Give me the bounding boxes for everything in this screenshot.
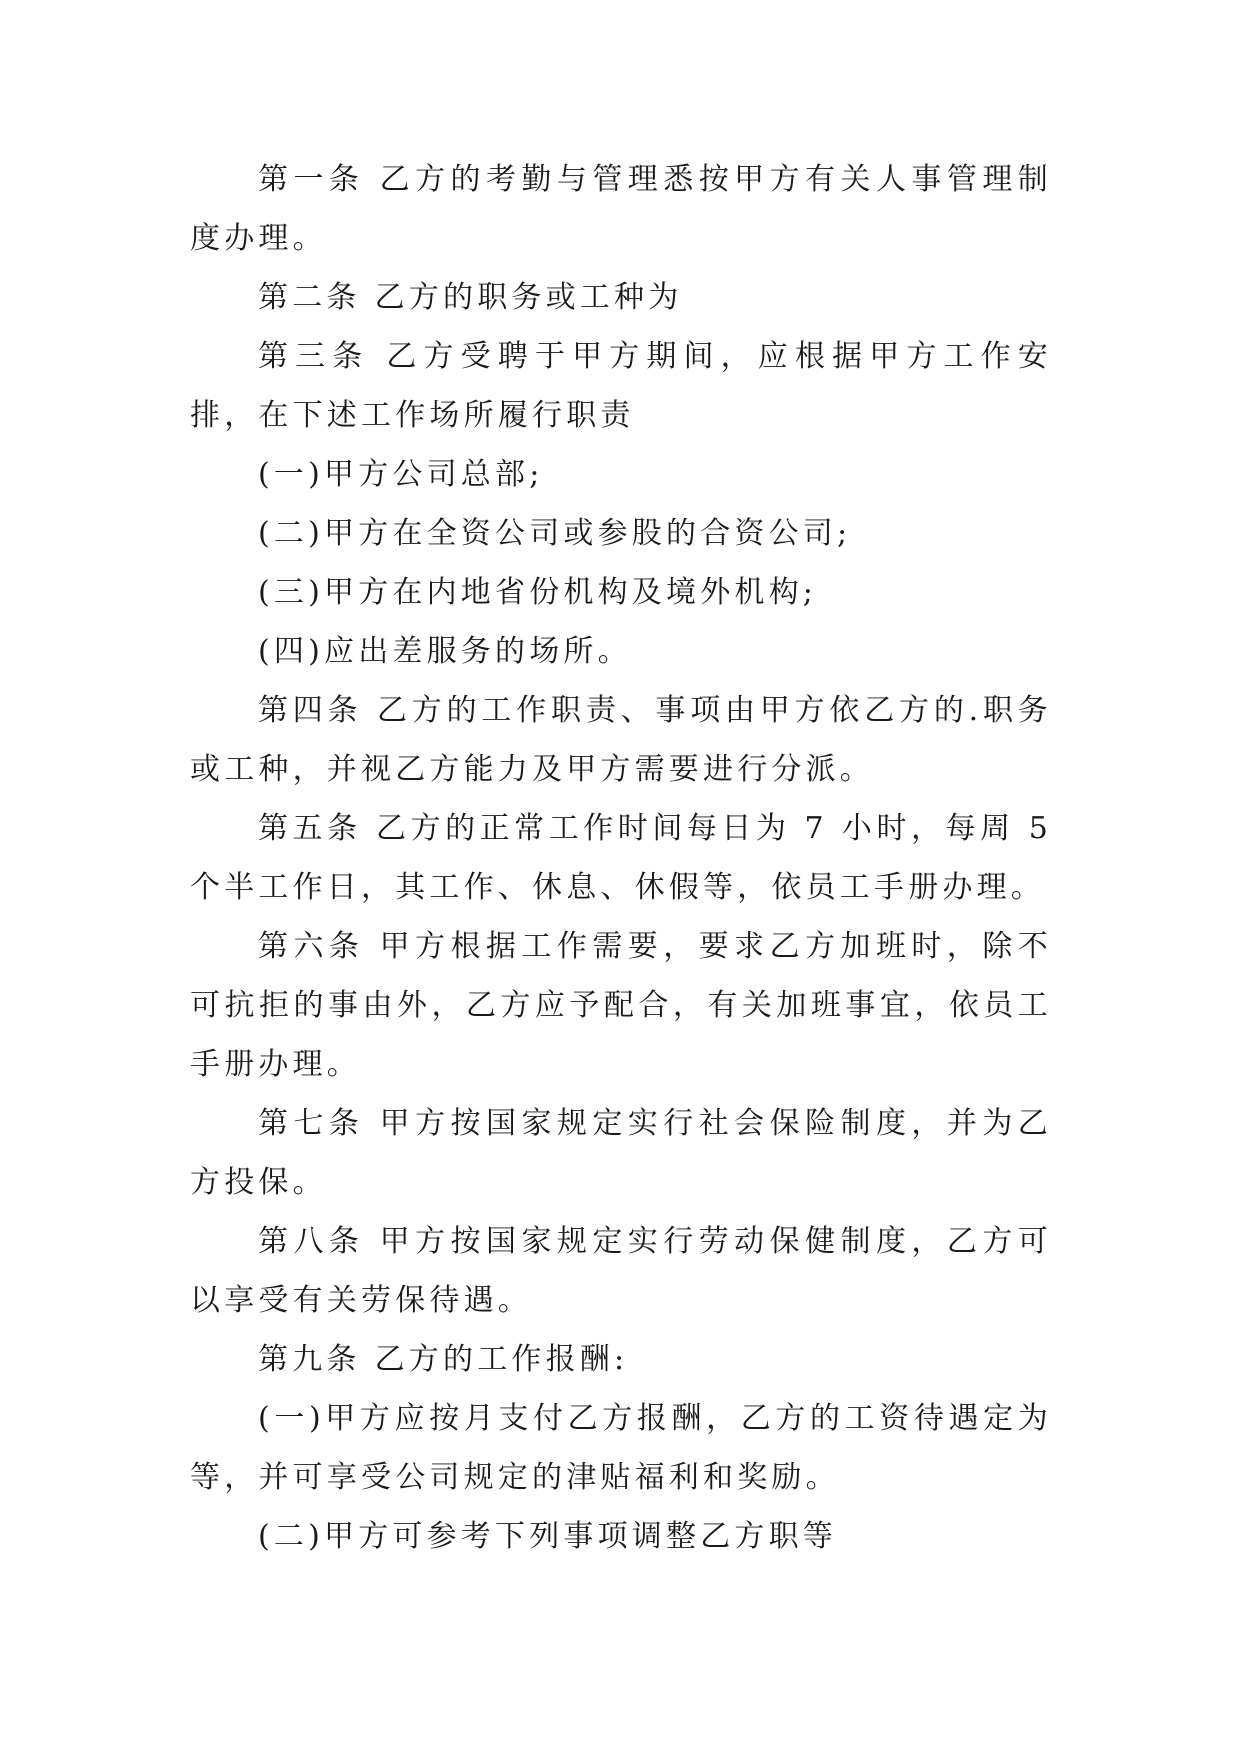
clause-2-text: 乙方的职务或工种为 — [374, 280, 683, 315]
contract-body — [190, 150, 1052, 1566]
clause-3-item-4-text: (四)应出差服务的场所。 — [258, 634, 632, 669]
clause-3-item-2-text: (二)甲方在全资公司或参股的合资公司; — [258, 516, 852, 551]
clause-3-item-3 — [190, 563, 1052, 622]
clause-4 — [190, 681, 1052, 799]
clause-3-item-3-text: (三)甲方在内地省份机构及境外机构; — [258, 575, 818, 610]
clause-1 — [190, 150, 1052, 268]
clause-8 — [190, 1212, 1052, 1330]
clause-3-item-1 — [190, 445, 1052, 504]
clause-5-text: 乙方的正常工作时间每日为 7 小时，每周 5 个半工作日，其工作、休息、休假等，依员工手册办理。 — [190, 811, 1052, 905]
clause-7-text: 甲方按国家规定实行社会保险制度，并为乙方投保。 — [190, 1106, 1052, 1200]
clause-9-item-2 — [190, 1507, 1052, 1566]
clause-1-number: 第一条 — [258, 162, 365, 197]
clause-8-text: 甲方按国家规定实行劳动保健制度，乙方可以享受有关劳保待遇。 — [190, 1224, 1052, 1318]
clause-6-number: 第六条 — [258, 929, 365, 964]
clause-7-number: 第七条 — [258, 1106, 365, 1141]
clause-5 — [190, 799, 1052, 917]
clause-7 — [190, 1094, 1052, 1212]
clause-4-text: 乙方的工作职责、事项由甲方依乙方的.职务或工种，并视乙方能力及甲方需要进行分派。 — [190, 693, 1052, 787]
clause-3-item-1-text: (一)甲方公司总部; — [258, 457, 544, 492]
clause-3-number: 第三条 — [258, 339, 370, 374]
clause-9-item-1 — [190, 1389, 1052, 1507]
clause-9 — [190, 1330, 1052, 1389]
clause-3-text: 乙方受聘于甲方期间，应根据甲方工作安排，在下述工作场所履行职责 — [190, 339, 1052, 433]
clause-3 — [190, 327, 1052, 445]
clause-5-number: 第五条 — [258, 811, 362, 846]
clause-1-text: 乙方的考勤与管理悉按甲方有关人事管理制度办理。 — [190, 162, 1052, 256]
clause-3-item-4 — [190, 622, 1052, 681]
clause-4-number: 第四条 — [258, 693, 363, 728]
clause-9-item-1-text: (一)甲方应按月支付乙方报酬，乙方的工资待遇定为等，并可享受公司规定的津贴福利和奖励。 — [190, 1401, 1052, 1495]
clause-6-text: 甲方根据工作需要，要求乙方加班时，除不可抗拒的事由外，乙方应予配合，有关加班事宜，依员工手册办理。 — [190, 929, 1052, 1082]
clause-9-item-2-text: (二)甲方可参考下列事项调整乙方职等 — [258, 1519, 838, 1554]
clause-9-number: 第九条 — [258, 1342, 361, 1377]
clause-2 — [190, 268, 1052, 327]
clause-6 — [190, 917, 1052, 1094]
clause-3-item-2 — [190, 504, 1052, 563]
clause-8-number: 第八条 — [258, 1224, 365, 1259]
clause-2-number: 第二条 — [258, 280, 361, 315]
clause-9-text: 乙方的工作报酬: — [374, 1342, 629, 1377]
